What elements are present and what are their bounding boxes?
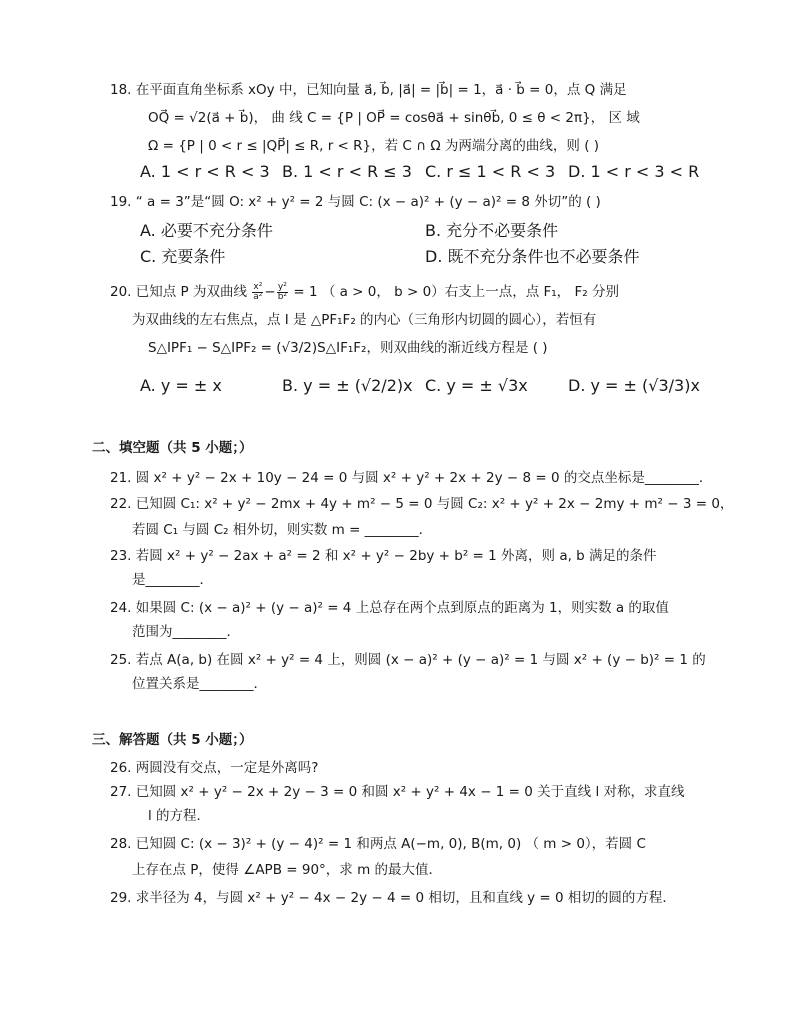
q20-line-1: 20. 已知点 P 为双曲线 $\frac{\text{x²}}{\text{a²}}$ − $\frac{\text{y²}}{\text{b²}}$ = 1 （ a > 0， b > 0）右支上一点，点 F₁， F₂ 分别 [110, 281, 619, 302]
q20-option-d: D. y = ± (√3/3)x [568, 376, 700, 395]
q19-option-a: A. 必要不充分条件 [140, 221, 273, 240]
q23-line-1: 23. 若圆 x² + y² − 2ax + a² = 2 和 x² + y² − 2by + b² = 1 外离，则 a, b 满足的条件 [110, 548, 657, 564]
q24-line-1: 24. 如果圆 C: (x − a)² + (y − a)² = 4 上总存在两个点到原点的距离为 1，则实数 a 的取值 [110, 600, 669, 616]
q18-line-2: OQ⃗ = √2(a⃗ + b⃗)， 曲 线 C = {P | OP⃗ = cosθa⃗ + sinθb⃗, 0 ≤ θ < 2π}， 区 域 [148, 110, 640, 126]
q18-option-c: C. r ≤ 1 < R < 3 [425, 162, 556, 181]
q19-option-b: B. 充分不必要条件 [425, 221, 559, 240]
q27-line-1: 27. 已知圆 x² + y² − 2x + 2y − 3 = 0 和圆 x² + y² + 4x − 1 = 0 关于直线 l 对称，求直线 [110, 784, 685, 800]
section-answer-heading: 三、解答题（共 5 小题；） [92, 732, 253, 748]
q19-option-d: D. 既不充分条件也不必要条件 [425, 247, 640, 266]
q19-line-1: 19. “ a = 3”是“圆 O: x² + y² = 2 与圆 C: (x − a)² + (y − a)² = 8 外切”的 ( ) [110, 194, 601, 210]
q20-line-2: 为双曲线的左右焦点，点 I 是 △PF₁F₂ 的内心（三角形内切圆的圆心），若恒有 [132, 312, 597, 328]
q21-line-1: 21. 圆 x² + y² − 2x + 10y − 24 = 0 与圆 x² + y² + 2x + 2y − 8 = 0 的交点坐标是________． [110, 470, 713, 486]
q20-stem-start: 20. 已知点 P 为双曲线 [110, 284, 247, 300]
q26-line-1: 26. 两圆没有交点，一定是外离吗? [110, 760, 319, 776]
q28-line-2: 上存在点 P，使得 ∠APB = 90°，求 m 的最大值． [132, 862, 443, 878]
q20-line-3: S△IPF₁ − S△IPF₂ = (√3/2)S△IF₁F₂，则双曲线的渐近线方程是 ( ) [148, 340, 548, 356]
q18-option-b: B. 1 < r < R ≤ 3 [282, 162, 412, 181]
y-fraction: $\frac{\text{y²}}{\text{b²}}$ [277, 281, 288, 302]
q19-option-c: C. 充要条件 [140, 247, 226, 266]
x-fraction: $\frac{\text{x²}}{\text{a²}}$ [253, 281, 263, 302]
q18-option-a: A. 1 < r < R < 3 [140, 162, 270, 181]
q25-line-2: 位置关系是________． [132, 676, 267, 692]
q22-line-2: 若圆 C₁ 与圆 C₂ 相外切，则实数 m = ________． [132, 522, 433, 538]
q20-option-b: B. y = ± (√2/2)x [282, 376, 413, 395]
q24-line-2: 范围为________． [132, 624, 240, 640]
q20-option-a: A. y = ± x [140, 376, 222, 395]
q27-line-2: l 的方程． [148, 808, 211, 824]
q18-line-3: Ω = {P | 0 < r ≤ |QP⃗| ≤ R, r < R}，若 C ∩ Ω 为两端分离的曲线，则 ( ) [148, 138, 600, 154]
q18-line-1: 18. 在平面直角坐标系 xOy 中，已知向量 a⃗, b⃗, |a⃗| = |b⃗| = 1，a⃗ · b⃗ = 0，点 Q 满足 [110, 82, 627, 98]
q25-line-1: 25. 若点 A(a, b) 在圆 x² + y² = 4 上，则圆 (x − a)² + (y − a)² = 1 与圆 x² + (y − b)² = 1 的 [110, 652, 706, 668]
q29-line-1: 29. 求半径为 4，与圆 x² + y² − 4x − 2y − 4 = 0 相切，且和直线 y = 0 相切的圆的方程． [110, 890, 676, 906]
q23-line-2: 是________． [132, 572, 213, 588]
q22-line-1: 22. 已知圆 C₁: x² + y² − 2mx + 4y + m² − 5 = 0 与圆 C₂: x² + y² + 2x − 2my + m² − 3 = 0， [110, 496, 734, 512]
q20-option-c: C. y = ± √3x [425, 376, 528, 395]
q20-stem-end: （ a > 0， b > 0）右支上一点，点 F₁， F₂ 分别 [321, 284, 619, 300]
section-fill-heading: 二、填空题（共 5 小题；） [92, 440, 253, 456]
q18-option-d: D. 1 < r < 3 < R [568, 162, 700, 181]
q28-line-1: 28. 已知圆 C: (x − 3)² + (y − 4)² = 1 和两点 A(−m, 0), B(m, 0) （ m > 0），若圆 C [110, 836, 646, 852]
